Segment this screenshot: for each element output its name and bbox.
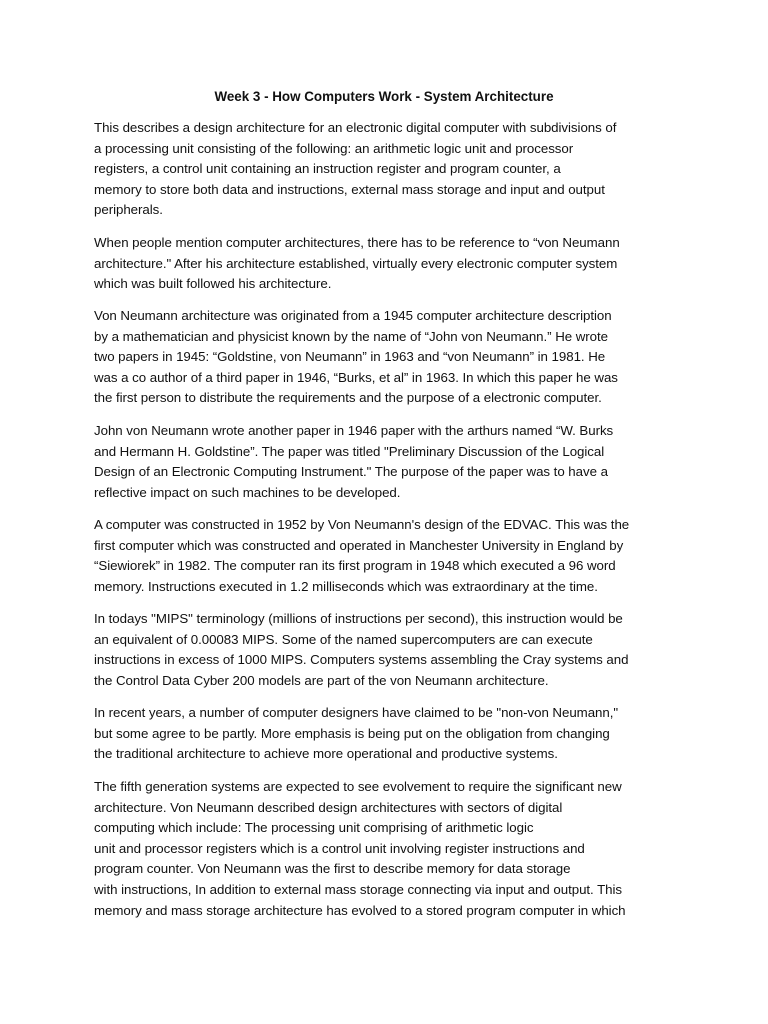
text-line: Von Neumann architecture was originated from a 1945 computer architecture description <box>94 308 612 323</box>
text-line: first computer which was constructed and operated in Manchester University in England by <box>94 537 624 553</box>
paragraph-non-von-neumann <box>94 703 684 765</box>
paragraph-second-paper <box>94 421 684 503</box>
text-line: memory and mass storage architecture has evolved to a stored program computer in which <box>94 902 626 918</box>
text-line: John von Neumann wrote another paper in 1946 paper with the arthurs named “W. Burks <box>94 423 614 438</box>
paragraph-edvac <box>94 515 684 597</box>
text-line: the Control Data Cyber 200 models are part of the von Neumann architecture. <box>94 672 549 688</box>
paragraph-intro <box>94 118 684 221</box>
paragraph-mips <box>94 609 684 691</box>
text-line: Design of an Electronic Computing Instrument." The purpose of the paper was to have a <box>94 464 608 480</box>
text-line: program counter. Von Neumann was the first to describe memory for data storage <box>94 861 571 877</box>
text-line: and Hermann H. Goldstine”. The paper was titled "Preliminary Discussion of the Logical <box>94 443 605 459</box>
text-line: the traditional architecture to achieve more operational and productive systems. <box>94 746 558 762</box>
text-line: reflective impact on such machines to be developed. <box>94 484 401 500</box>
text-line: computing which include: The processing unit comprising of arithmetic logic <box>94 820 534 836</box>
text-line: This describes a design architecture for an electronic digital computer with subdivisions of <box>94 120 617 135</box>
text-line: two papers in 1945: “Goldstine, von Neumann” in 1963 and “von Neumann” in 1981. He <box>94 349 606 365</box>
paragraph-von-neumann-reference <box>94 233 684 295</box>
text-line: The fifth generation systems are expected to see evolvement to require the significant new <box>94 779 622 794</box>
text-line: the first person to distribute the requirements and the purpose of a electronic computer. <box>94 390 602 406</box>
text-line: peripherals. <box>94 202 163 218</box>
text-line: which was built followed his architecture. <box>94 276 332 292</box>
text-line: architecture. Von Neumann described design architectures with sectors of digital <box>94 799 563 815</box>
text-line: unit and processor registers which is a control unit involving register instructions and <box>94 840 585 856</box>
text-line: architecture." After his architecture established, virtually every electronic computer system <box>94 255 618 271</box>
text-line: was a co author of a third paper in 1946, “Burks, et al” in 1963. In which this paper he was <box>94 369 618 385</box>
text-line: A computer was constructed in 1952 by Von Neumann's design of the EDVAC. This was the <box>94 517 630 532</box>
text-line: registers, a control unit containing an instruction register and program counter, a <box>94 161 561 177</box>
text-line: memory. Instructions executed in 1.2 milliseconds which was extraordinary at the time. <box>94 578 598 594</box>
text-line: “Siewiorek” in 1982. The computer ran its first program in 1948 which executed a 96 word <box>94 558 616 574</box>
text-line: with instructions, In addition to external mass storage connecting via input and output. This <box>94 881 623 897</box>
text-line: memory to store both data and instructions, external mass storage and input and output <box>94 181 605 197</box>
paragraph-origin <box>94 306 684 409</box>
document-title: Week 3 - How Computers Work - System Architecture <box>214 89 554 104</box>
text-line: In recent years, a number of computer designers have claimed to be "non-von Neumann," <box>94 705 619 720</box>
paragraph-fifth-generation <box>94 777 684 921</box>
text-line: a processing unit consisting of the following: an arithmetic logic unit and processor <box>94 140 574 156</box>
text-line: In todays "MIPS" terminology (millions of instructions per second), this instruction would be <box>94 611 623 626</box>
text-line: instructions in excess of 1000 MIPS. Computers systems assembling the Cray systems and <box>94 652 629 668</box>
text-line: by a mathematician and physicist known by the name of “John von Neumann.” He wrote <box>94 328 609 344</box>
text-line: an equivalent of 0.00083 MIPS. Some of the named supercomputers are can execute <box>94 631 593 647</box>
text-line: When people mention computer architectures, there has to be reference to “von Neumann <box>94 235 620 250</box>
text-line: but some agree to be partly. More emphasis is being put on the obligation from changing <box>94 725 610 741</box>
